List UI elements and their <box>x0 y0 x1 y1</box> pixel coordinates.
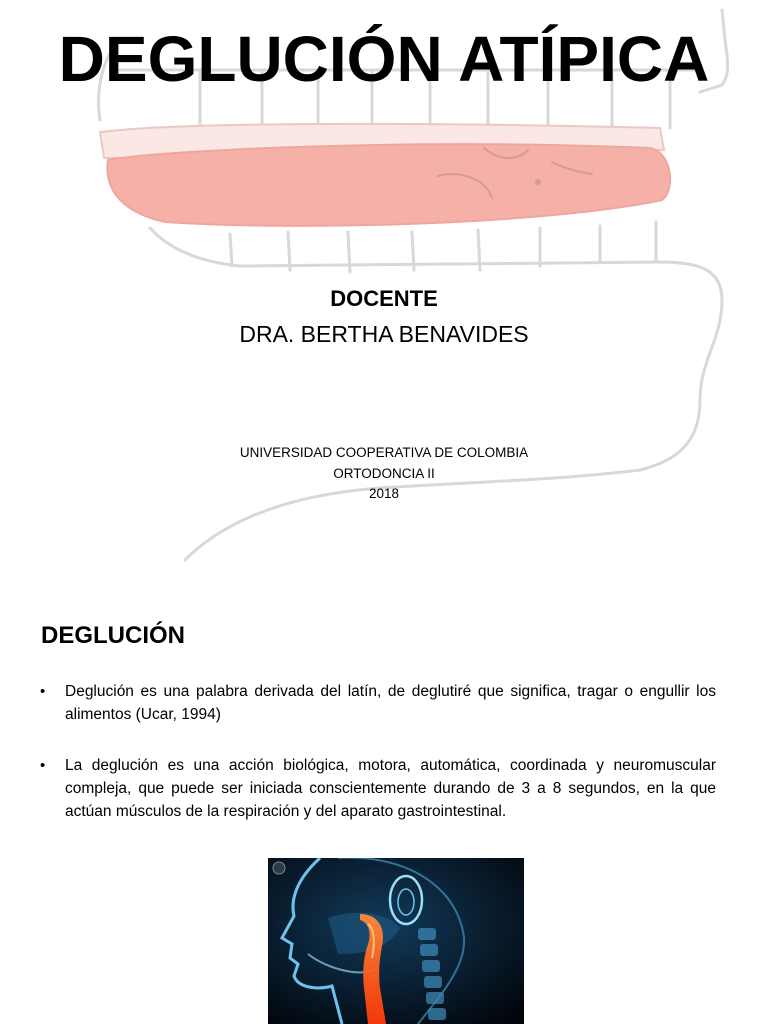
slide-title: DEGLUCIÓN ATÍPICA <box>58 23 710 95</box>
content-slide <box>0 572 768 1024</box>
bullet-icon: • <box>40 757 46 774</box>
docente-label: DOCENTE <box>330 286 438 311</box>
list-item <box>40 754 716 823</box>
head-throat-xray-image <box>268 858 524 1024</box>
bullet-icon: • <box>40 683 46 700</box>
bullet-list <box>40 680 716 851</box>
bullet-text: Deglución es una palabra derivada del latín, de deglutiré que significa, tragar o engullir los alimentos (Ucar, 1994) <box>65 683 716 723</box>
list-item <box>40 680 716 726</box>
institution-name: UNIVERSIDAD COOPERATIVA DE COLOMBIA <box>239 445 529 460</box>
year: 2018 <box>368 486 400 501</box>
xray-illustration <box>268 858 524 1024</box>
course-name: ORTODONCIA II <box>333 466 435 481</box>
docente-name: DRA. BERTHA BENAVIDES <box>239 321 529 347</box>
section-title: DEGLUCIÓN <box>41 622 185 649</box>
bullet-text: La deglución es una acción biológica, motora, automática, coordinada y neuromuscular compleja, que puede ser iniciada conscientemente durando de 3 a 8 segundos, en la que actúan músculos de la respiración y del aparato gastrointestinal. <box>65 757 716 820</box>
